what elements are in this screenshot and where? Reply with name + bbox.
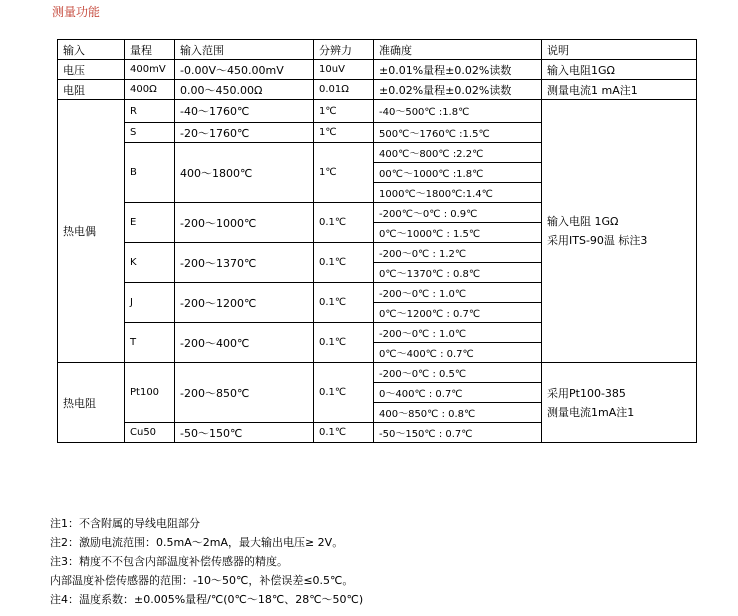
sensor-type: Pt100 [125, 363, 175, 423]
sensor-type: Cu50 [125, 423, 175, 443]
footnote: 注4：温度系数：±0.005%量程/℃(0℃～18℃、28℃～50℃) [50, 593, 364, 606]
sensor-type: K [125, 243, 175, 283]
note-line: 采用Pt100-385 [547, 386, 626, 400]
span-cell: 0.00～450.00Ω [175, 80, 314, 100]
span-cell: -200～850℃ [175, 363, 314, 423]
span-cell: -200～1370℃ [175, 243, 314, 283]
note-line: 输入电阻 1GΩ [547, 215, 619, 228]
resolution-cell: 0.1℃ [314, 423, 374, 443]
accuracy-cell: -200～0℃ : 1.0℃ [374, 283, 542, 303]
header-accuracy: 准确度 [374, 40, 542, 60]
span-cell: -200～1200℃ [175, 283, 314, 323]
header-input-span: 输入范围 [175, 40, 314, 60]
resolution-cell: 1℃ [314, 100, 374, 123]
resistance-row [58, 80, 697, 100]
sensor-type: B [125, 143, 175, 203]
resolution-cell: 0.1℃ [314, 203, 374, 243]
sensor-type: J [125, 283, 175, 323]
resolution-cell: 1℃ [314, 123, 374, 143]
input-type: 电阻 [58, 80, 125, 100]
accuracy-cell: -200℃～0℃ : 0.9℃ [374, 203, 542, 223]
range-cell: 400mV [125, 60, 175, 80]
input-type-thermocouple: 热电偶 [58, 100, 125, 363]
accuracy-cell: 500℃～1760℃ :1.5℃ [374, 123, 542, 143]
section-title: 测量功能 [52, 5, 101, 19]
note-line: 测量电流1mA注1 [547, 405, 635, 419]
header-row [58, 40, 697, 60]
accuracy-cell: -50～150℃ : 0.7℃ [374, 423, 542, 443]
rtd-note [542, 363, 697, 443]
accuracy-cell: 00℃～1000℃ :1.8℃ [374, 163, 542, 183]
span-cell: -40～1760℃ [175, 100, 314, 123]
sensor-type: E [125, 203, 175, 243]
header-input: 输入 [58, 40, 125, 60]
footnote: 注3：精度不不包含内部温度补偿传感器的精度。 [50, 555, 288, 568]
note-cell: 输入电阻1GΩ [542, 60, 697, 80]
resolution-cell: 0.1℃ [314, 323, 374, 363]
resolution-cell: 0.1℃ [314, 363, 374, 423]
accuracy-cell: ±0.02%量程±0.02%读数 [374, 80, 542, 100]
range-cell: 400Ω [125, 80, 175, 100]
input-type: 电压 [58, 60, 125, 80]
measurement-spec-table [57, 39, 697, 443]
thermocouple-note [542, 100, 697, 363]
accuracy-cell: 0℃～1370℃ : 0.8℃ [374, 263, 542, 283]
accuracy-cell: 0～400℃ : 0.7℃ [374, 383, 542, 403]
accuracy-cell: 1000℃～1800℃:1.4℃ [374, 183, 542, 203]
footnote: 注1：不含附属的导线电阻部分 [50, 517, 200, 530]
header-range: 量程 [125, 40, 175, 60]
span-cell: -200～400℃ [175, 323, 314, 363]
note-line: 采用ITS-90温 标注3 [547, 234, 648, 247]
footnote: 内部温度补偿传感器的范围：-10～50℃，补偿误差≤0.5℃。 [50, 574, 354, 587]
accuracy-cell: -200～0℃ : 0.5℃ [374, 363, 542, 383]
input-type-rtd: 热电阻 [58, 363, 125, 443]
span-cell: -50～150℃ [175, 423, 314, 443]
accuracy-cell: ±0.01%量程±0.02%读数 [374, 60, 542, 80]
footnote: 注2：激励电流范围：0.5mA～2mA，最大输出电压≥ 2V。 [50, 536, 344, 549]
accuracy-cell: -200～0℃ : 1.0℃ [374, 323, 542, 343]
accuracy-cell: 400～850℃ : 0.8℃ [374, 403, 542, 423]
accuracy-cell: 0℃～1200℃ : 0.7℃ [374, 303, 542, 323]
note-cell: 测量电流1 mA注1 [542, 80, 697, 100]
accuracy-cell: 0℃～400℃ : 0.7℃ [374, 343, 542, 363]
span-cell: 400～1800℃ [175, 143, 314, 203]
resolution-cell: 0.1℃ [314, 283, 374, 323]
header-resolution: 分辨力 [314, 40, 374, 60]
sensor-type: S [125, 123, 175, 143]
accuracy-cell: 0℃～1000℃ : 1.5℃ [374, 223, 542, 243]
resolution-cell: 0.01Ω [314, 80, 374, 100]
voltage-row [58, 60, 697, 80]
span-cell: -0.00V～450.00mV [175, 60, 314, 80]
accuracy-cell: -40～500℃ :1.8℃ [374, 100, 542, 123]
sensor-type: T [125, 323, 175, 363]
accuracy-cell: 400℃～800℃ :2.2℃ [374, 143, 542, 163]
resolution-cell: 1℃ [314, 143, 374, 203]
accuracy-cell: -200～0℃ : 1.2℃ [374, 243, 542, 263]
resolution-cell: 0.1℃ [314, 243, 374, 283]
span-cell: -20～1760℃ [175, 123, 314, 143]
sensor-type: R [125, 100, 175, 123]
rtd-row-pt100 [58, 363, 697, 383]
span-cell: -200～1000℃ [175, 203, 314, 243]
resolution-cell: 10uV [314, 60, 374, 80]
header-note: 说明 [542, 40, 697, 60]
footnotes [50, 514, 363, 609]
